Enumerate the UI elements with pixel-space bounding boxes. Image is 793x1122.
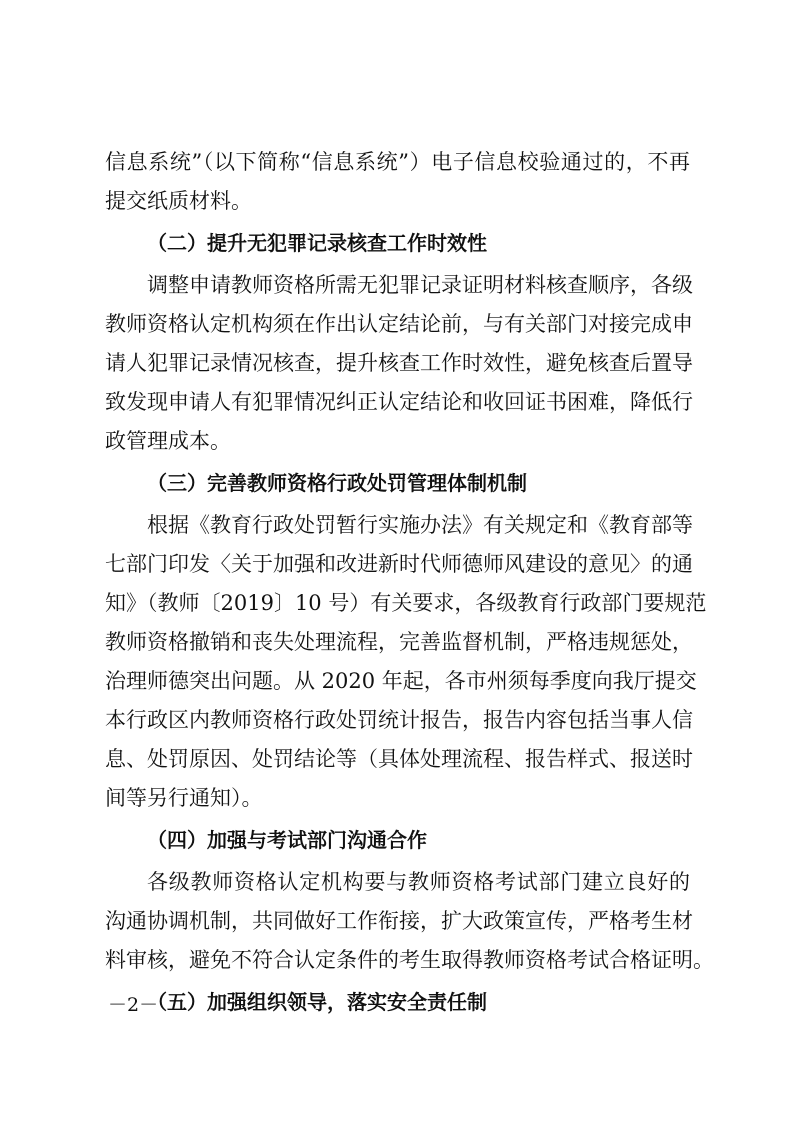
text-line: 治理师德突出问题。从 2020 年起，各市州须每季度向我厅提交 (105, 669, 697, 693)
paragraph-4 (105, 863, 714, 980)
text-line: 政管理成本。 (105, 429, 231, 453)
text-line: 各级教师资格认定机构要与教师资格考试部门建立良好的 (147, 870, 690, 894)
section-heading-2: （二）提升无犯罪记录核查工作时效性 (147, 231, 487, 255)
text-line: 调整申请教师资格所需无犯罪记录证明材料核查顺序，各级 (147, 273, 693, 297)
text-line: 致发现申请人有犯罪情况纠正认定结论和收回证书困难，降低行 (105, 390, 693, 414)
text-line: 间等另行通知）。 (105, 786, 263, 810)
paragraph-1 (105, 143, 690, 221)
page-number: －2－ (108, 994, 159, 1016)
text-line: 请人犯罪记录情况核查，提升核查工作时效性，避免核查后置导 (105, 351, 693, 375)
text-line: 信息系统”（以下简称“信息系统”）电子信息校验通过的，不再 (105, 150, 690, 174)
text-line: 知》（教师〔2019〕10 号）有关要求，各级教育行政部门要规范 (105, 591, 707, 615)
text-line: 本行政区内教师资格行政处罚统计报告，报告内容包括当事人信 (105, 708, 693, 732)
section-heading-5: （五）加强组织领导，落实安全责任制 (147, 990, 487, 1014)
text-line: 料审核，避免不符合认定条件的考生取得教师资格考试合格证明。 (105, 948, 714, 972)
text-line: 息、处罚原因、处罚结论等（具体处理流程、报告样式、报送时 (105, 747, 693, 771)
text-line: 提交纸质材料。 (105, 189, 252, 213)
text-line: 七部门印发〈关于加强和改进新时代师德师风建设的意见〉的通 (105, 552, 693, 576)
paragraph-3 (105, 506, 707, 818)
text-line: 根据《教育行政处罚暂行实施办法》有关规定和《教育部等 (147, 513, 693, 537)
document-page (105, 143, 714, 1025)
paragraph-2 (105, 266, 693, 461)
text-line: 教师资格撤销和丧失处理流程，完善监督机制，严格违规惩处， (105, 630, 693, 654)
section-heading-3: （三）完善教师资格行政处罚管理体制机制 (147, 471, 527, 495)
text-line: 沟通协调机制，共同做好工作衔接，扩大政策宣传，严格考生材 (105, 909, 693, 933)
text-line: 教师资格认定机构须在作出认定结论前，与有关部门对接完成申 (105, 312, 693, 336)
section-heading-4: （四）加强与考试部门沟通合作 (147, 828, 427, 852)
